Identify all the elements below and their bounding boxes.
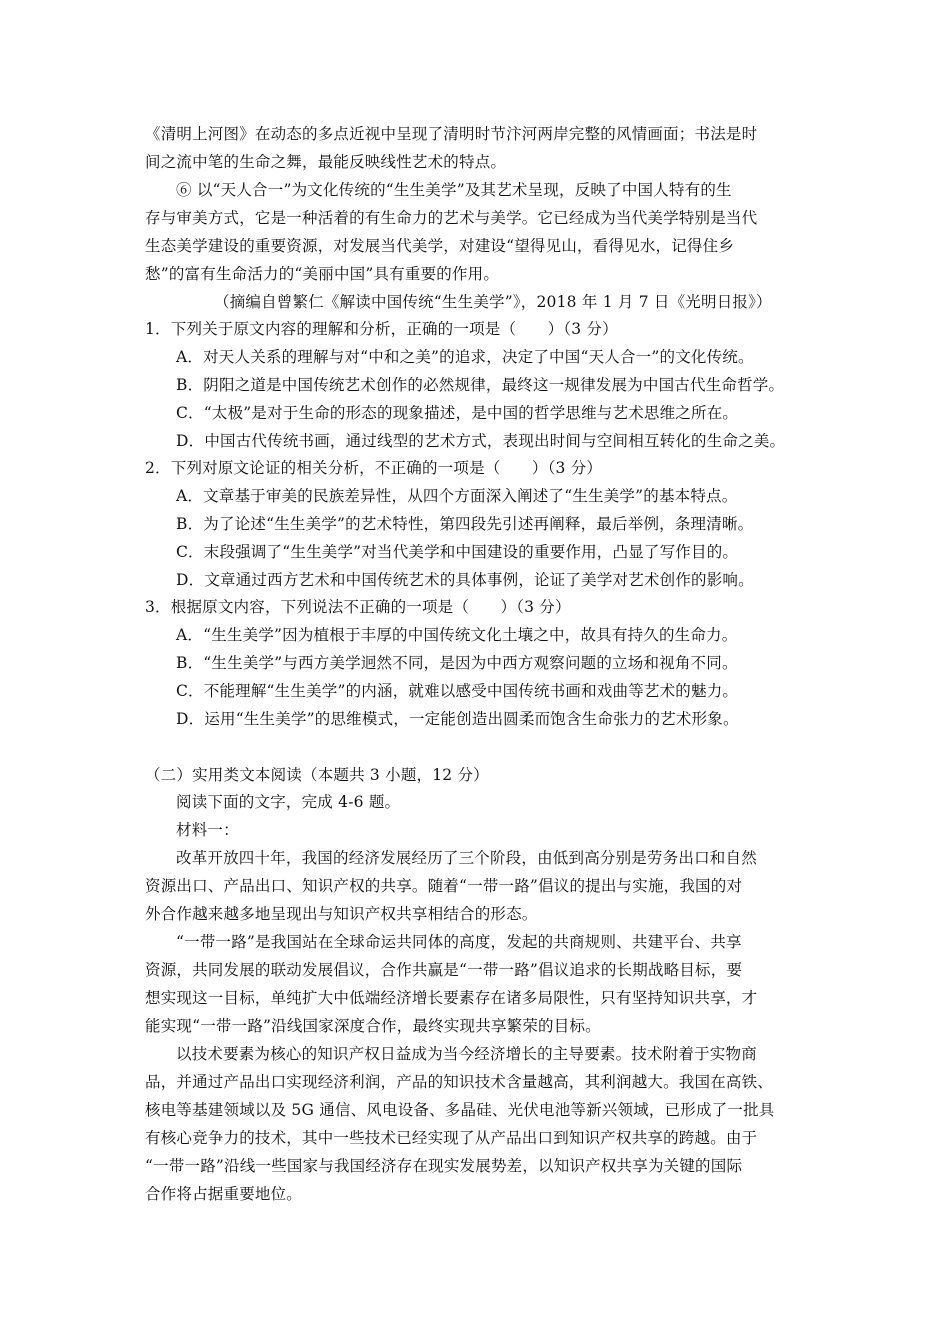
- paragraph-line: 外合作越来越多地呈现出与知识产权共享相结合的形态。: [145, 905, 538, 923]
- option-c: C．不能理解“生生美学”的内涵，就难以感受中国传统书画和戏曲等艺术的魅力。: [176, 682, 739, 700]
- paragraph-6-line: 愁”的富有生命活力的“美丽中国”具有重要的作用。: [145, 265, 500, 283]
- option-a: A．文章基于审美的民族差异性，从四个方面深入阐述了“生生美学”的基本特点。: [176, 487, 738, 505]
- option-d: D．文章通过西方艺术和中国传统艺术的具体事例，论证了美学对艺术创作的影响。: [176, 571, 754, 589]
- paragraph-line: 资源，共同发展的联动发展倡议，合作共赢是“一带一路”倡议追求的长期战略目标，要: [145, 961, 743, 979]
- section-instruction: 阅读下面的文字，完成 4-6 题。: [176, 793, 401, 811]
- question-stem: 2．下列对原文论证的相关分析，不正确的一项是（ ）（3 分）: [145, 459, 603, 477]
- paragraph-line: 核电等基建领域以及 5G 通信、风电设备、多晶硅、光伏电池等新兴领域，已形成了一批具: [145, 1101, 775, 1119]
- source-citation: （摘编自曾繁仁《解读中国传统“生生美学”》，2018 年 1 月 7 日《光明日报》）: [214, 293, 772, 311]
- material-label: 材料一：: [176, 821, 239, 839]
- option-d: D．中国古代传统书画，通过线型的艺术方式，表现出时间与空间相互转化的生命之美。: [176, 432, 786, 450]
- paragraph-line: 能实现“一带一路”沿线国家深度合作，最终实现共享繁荣的目标。: [145, 1017, 601, 1035]
- paragraph-6-line: 存与审美方式，它是一种活着的有生命力的艺术与美学。它已经成为当代美学特别是当代: [145, 209, 758, 227]
- paragraph-line: “一带一路”沿线一些国家与我国经济存在现实发展势差，以知识产权共享为关键的国际: [145, 1157, 743, 1175]
- option-c: C．“太极”是对于生命的形态的现象描述，是中国的哲学思维与艺术思维之所在。: [176, 404, 739, 422]
- section-heading: （二）实用类文本阅读（本题共 3 小题，12 分）: [145, 766, 489, 784]
- question-stem: 1．下列关于原文内容的理解和分析，正确的一项是（ ）（3 分）: [145, 320, 618, 338]
- option-b: B．“生生美学”与西方美学迥然不同，是因为中西方观察问题的立场和视角不同。: [176, 654, 738, 672]
- paragraph-line: 改革开放四十年，我国的经济发展经历了三个阶段，由低到高分别是劳务出口和自然: [176, 849, 757, 867]
- paragraph-line: 品，并通过产品出口实现经济利润，产品的知识技术含量越高，其利润越大。我国在高铁、: [145, 1073, 774, 1091]
- passage-end-line: 间之流中笔的生命之舞，最能反映线性艺术的特点。: [145, 153, 507, 171]
- question-stem: 3．根据原文内容，下列说法不正确的一项是（ ）（3 分）: [145, 598, 571, 616]
- option-a: A．对天人关系的理解与对“中和之美”的追求，决定了中国“天人合一”的文化传统。: [176, 348, 754, 366]
- option-d: D．运用“生生美学”的思维模式，一定能创造出圆柔而饱含生命张力的艺术形象。: [176, 710, 739, 728]
- paragraph-line: 资源出口、产品出口、知识产权的共享。随着“一带一路”倡议的提出与实施，我国的对: [145, 877, 743, 895]
- paragraph-line: 有核心竞争力的技术，其中一些技术已经实现了从产品出口到知识产权共享的跨越。由于: [145, 1129, 758, 1147]
- option-a: A．“生生美学”因为植根于丰厚的中国传统文化土壤之中，故具有持久的生命力。: [176, 626, 738, 644]
- paragraph-line: 想实现这一目标，单纯扩大中低端经济增长要素存在诸多局限性，只有坚持知识共享，才: [145, 989, 758, 1007]
- passage-end-line: 《清明上河图》在动态的多点近视中呈现了清明时节汴河两岸完整的风情画面；书法是时: [145, 125, 758, 143]
- paragraph-line: 以技术要素为核心的知识产权日益成为当今经济增长的主导要素。技术附着于实物商: [176, 1045, 757, 1063]
- option-c: C．末段强调了“生生美学”对当代美学和中国建设的重要作用，凸显了写作目的。: [176, 543, 739, 561]
- paragraph-line: 合作将占据重要地位。: [145, 1185, 303, 1203]
- paragraph-6-line: 生态美学建设的重要资源，对发展当代美学，对建设“望得见山，看得见水，记得住乡: [145, 237, 735, 255]
- paragraph-6-line: ⑥ 以“天人合一”为文化传统的“生生美学”及其艺术呈现，反映了中国人特有的生: [176, 181, 732, 199]
- paragraph-line: “一带一路”是我国站在全球命运共同体的高度，发起的共商规则、共建平台、共享: [176, 933, 742, 951]
- option-b: B．阴阳之道是中国传统艺术创作的必然规律，最终这一规律发展为中国古代生命哲学。: [176, 376, 785, 394]
- option-b: B．为了论述“生生美学”的艺术特性，第四段先引述再阐释，最后举例，条理清晰。: [176, 515, 754, 533]
